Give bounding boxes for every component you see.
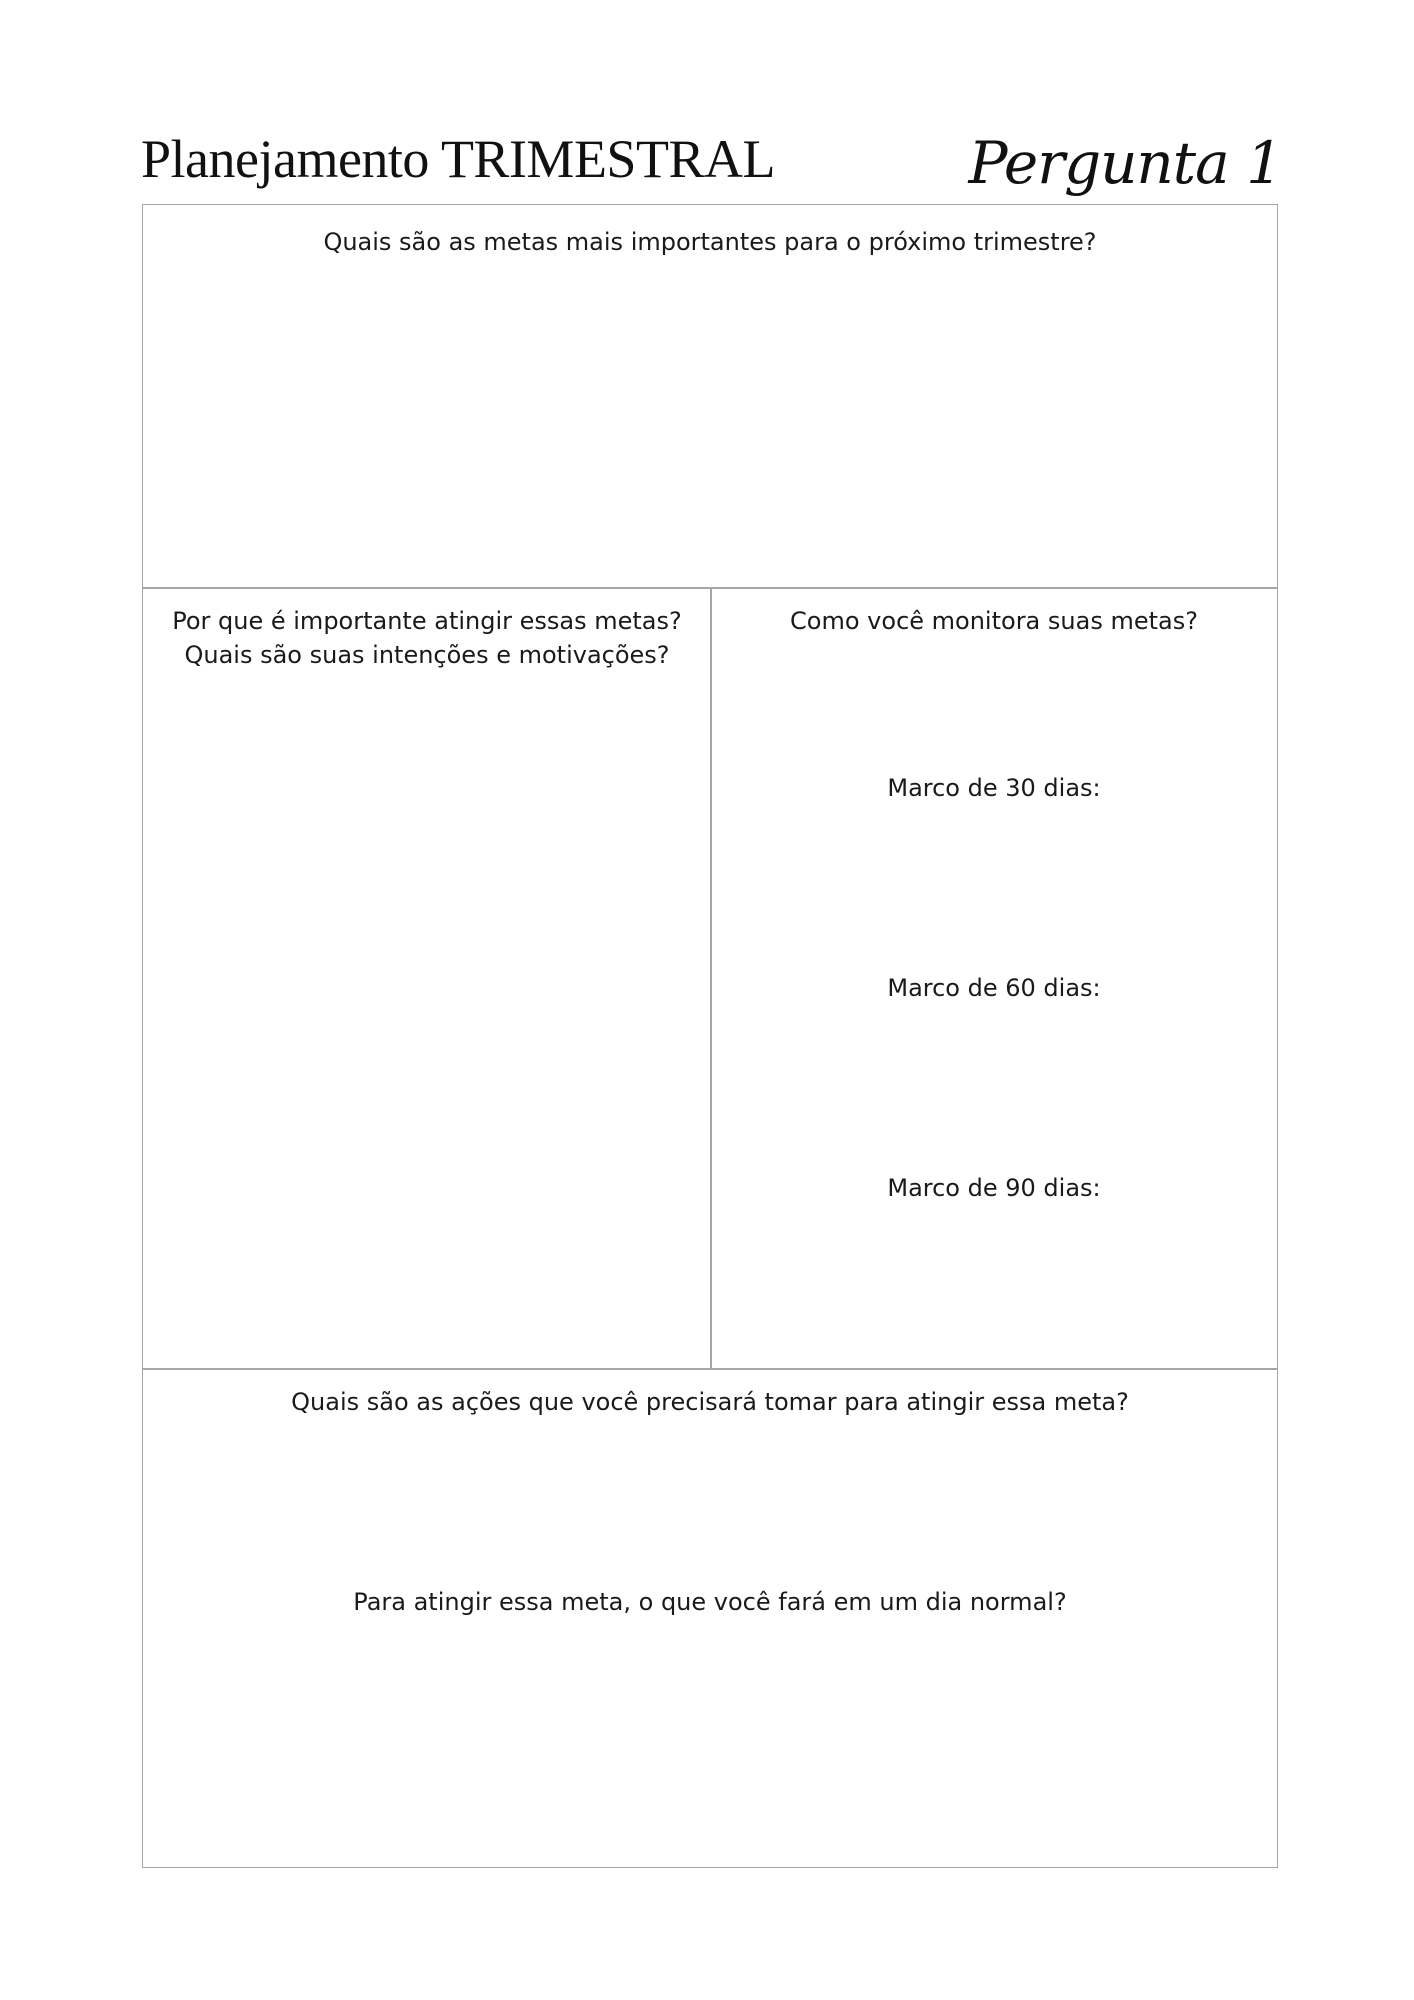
monitoring-box[interactable] — [710, 587, 1278, 1370]
motivation-question — [143, 604, 711, 672]
goals-question: Quais são as metas mais importantes para o próximo trimestre? — [323, 228, 1097, 256]
motivation-question-line-1: Por que é importante atingir essas metas? — [172, 607, 682, 635]
monitoring-question: Como você monitora suas metas? — [790, 607, 1198, 635]
motivation-box[interactable] — [142, 587, 712, 1370]
actions-box[interactable] — [142, 1368, 1278, 1868]
motivation-question-line-2: Quais são suas intenções e motivações? — [184, 641, 670, 669]
page-subtitle: Pergunta 1 — [968, 129, 1282, 197]
daily-question: Para atingir essa meta, o que você fará em um dia normal? — [353, 1588, 1067, 1616]
milestone-60-label: Marco de 60 dias: — [887, 974, 1101, 1002]
page-title: Planejamento TRIMESTRAL — [141, 129, 775, 189]
milestone-30-label: Marco de 30 dias: — [887, 774, 1101, 802]
actions-question: Quais são as ações que você precisará tomar para atingir essa meta? — [291, 1388, 1129, 1416]
milestone-90-label: Marco de 90 dias: — [887, 1174, 1101, 1202]
goals-box[interactable] — [142, 204, 1278, 589]
